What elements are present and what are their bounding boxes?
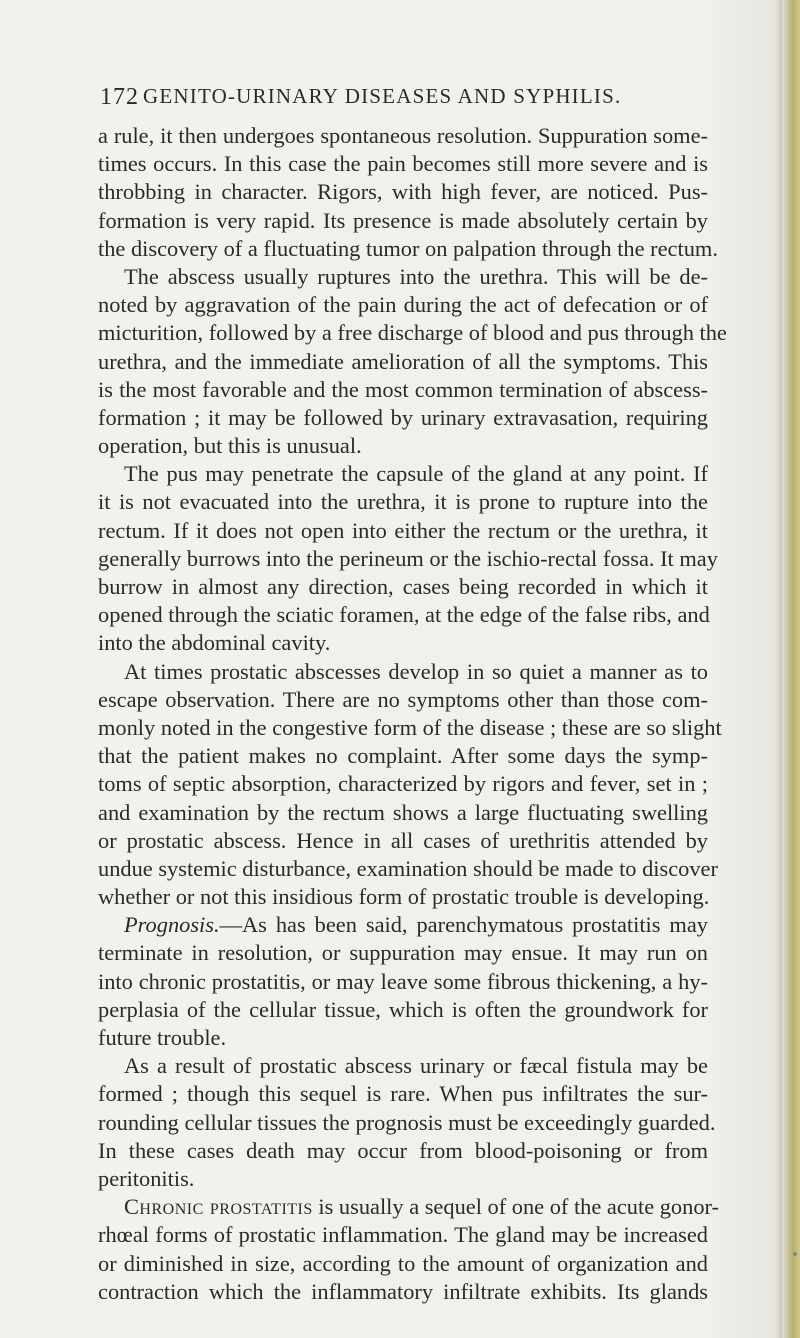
prognosis-line [98, 911, 708, 939]
text-line: micturition, followed by a free discharge of blood and pus through the [98, 320, 727, 346]
text-line: monly noted in the congestive form of the disease ; these are so slight [98, 714, 722, 740]
running-head [100, 80, 750, 116]
text-line: The pus may penetrate the capsule of the gland at any point. If [124, 461, 708, 487]
body-text [98, 122, 727, 1306]
text-line: rhœal forms of prostatic inflammation. The gland may be increased [98, 1222, 708, 1248]
text-line: In these cases death may occur from blood-poisoning or from [98, 1137, 708, 1163]
page-number: 172 [100, 84, 139, 110]
text-line: the discovery of a fluctuating tumor on palpation through the rectum. [98, 235, 718, 261]
text-line: or prostatic abscess. Hence in all cases of urethritis attended by [98, 827, 708, 853]
text-line: undue systemic disturbance, examination should be made to discover [98, 855, 718, 881]
text-line: that the patient makes no complaint. After some days the symp- [98, 743, 708, 769]
text-line: generally burrows into the perineum or the ischio-rectal fossa. It may [98, 545, 718, 571]
text-line: formation ; it may be followed by urinary extravasation, requiring [98, 404, 708, 430]
text-line: peritonitis. [98, 1165, 195, 1191]
text-line: into chronic prostatitis, or may leave some fibrous thickening, a hy- [98, 968, 708, 994]
text-line: is the most favorable and the most common termination of abscess- [98, 376, 708, 402]
text-line-rest: —As has been said, parenchymatous prostatitis may [219, 912, 708, 938]
text-line: escape observation. There are no symptoms other than those com- [98, 686, 708, 712]
chronic-heading: Chronic prostatitis [124, 1194, 313, 1220]
text-line: At times prostatic abscesses develop in so quiet a manner as to [124, 658, 708, 684]
text-line: burrow in almost any direction, cases being recorded in which it [98, 574, 708, 599]
text-line: operation, but this is unusual. [98, 433, 362, 459]
text-line: rounding cellular tissues the prognosis must be exceedingly guarded. [98, 1109, 716, 1135]
paper-speck [793, 1252, 797, 1256]
text-line: opened through the sciatic foramen, at the edge of the false ribs, and [98, 602, 710, 628]
running-head-title: GENITO-URINARY DISEASES AND SYPHILIS. [143, 84, 622, 108]
text-line: into the abdominal cavity. [98, 630, 331, 656]
chronic-line [98, 1193, 719, 1221]
text-line: times occurs. In this case the pain becomes still more severe and is [98, 151, 708, 177]
text-line: or diminished in size, according to the amount of organization and [98, 1250, 708, 1276]
text-line: formation is very rapid. Its presence is made absolutely certain by [98, 207, 708, 233]
text-line: terminate in resolution, or suppuration may ensue. It may run on [98, 940, 708, 966]
text-line: rectum. If it does not open into either the rectum or the urethra, it [98, 517, 708, 543]
text-line: perplasia of the cellular tissue, which is often the groundwork for [98, 996, 708, 1022]
text-line: future trouble. [98, 1025, 227, 1050]
text-line: throbbing in character. Rigors, with high fever, are noticed. Pus- [98, 179, 708, 205]
text-line: a rule, it then undergoes spontaneous resolution. Suppuration some- [98, 123, 708, 148]
text-line: it is not evacuated into the urethra, it is prone to rupture into the [98, 489, 708, 515]
text-line-rest: is usually a sequel of one of the acute gonor- [312, 1194, 719, 1220]
text-line: urethra, and the immediate amelioration of all the symptoms. This [98, 348, 708, 374]
prognosis-heading: Prognosis. [124, 912, 220, 938]
text-line: and examination by the rectum shows a large fluctuating swelling [98, 799, 708, 825]
text-line: formed ; though this sequel is rare. When pus infiltrates the sur- [98, 1081, 708, 1107]
page-edge [782, 0, 800, 1338]
text-line: As a result of prostatic abscess urinary or fæcal fistula may be [124, 1053, 708, 1079]
text-line: whether or not this insidious form of prostatic trouble is developing. [98, 884, 710, 910]
text-line: The abscess usually ruptures into the urethra. This will be de- [124, 263, 708, 289]
text-line: toms of septic absorption, characterized by rigors and fever, set in ; [98, 771, 708, 797]
text-line: noted by aggravation of the pain during the act of defecation or of [98, 292, 708, 318]
text-line: contraction which the inflammatory infiltrate exhibits. Its glands [98, 1278, 708, 1304]
